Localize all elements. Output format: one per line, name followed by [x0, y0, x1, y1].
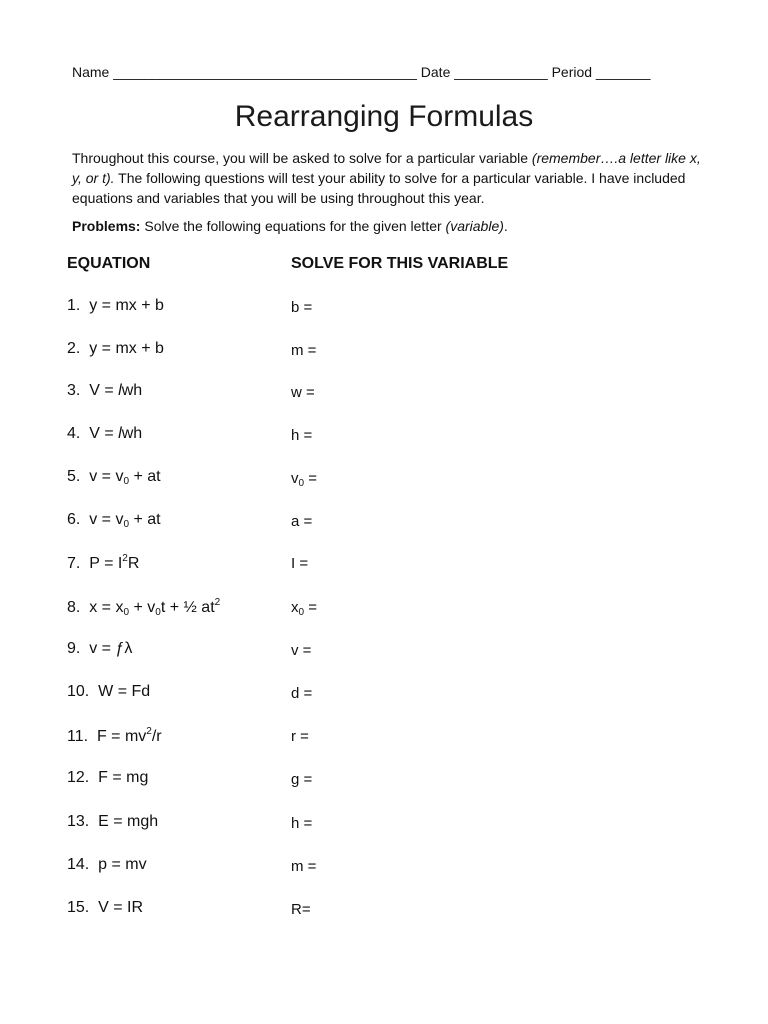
equation: 6. $v = v_0$ + at [67, 511, 161, 530]
problem-row [0, 683, 768, 723]
solve-for-variable: I = [291, 555, 309, 572]
equation: 8. $x = x_0 + v_0t$ + ½ $at^2$ [67, 597, 221, 618]
equation: 4. V = lwh [67, 425, 143, 442]
student-info-line: Name _______________________________________ Date ____________ Period _______ [72, 64, 651, 80]
intro-italic: (remember….a letter like x, y, or t). [72, 150, 701, 186]
equation: 10. W = Fd [67, 683, 151, 700]
equation: 13. E = mgh [67, 813, 159, 830]
page-title: Rearranging Formulas [234, 100, 534, 133]
equation: 3. V = lwh [67, 382, 143, 399]
instructions-text: Solve the following equations for the given letter [140, 218, 446, 234]
problem-row [0, 813, 768, 853]
equation: 5. $v = v_0$ + at [67, 468, 161, 487]
problem-row [0, 899, 768, 939]
intro-text-1: Throughout this course, you will be asked to solve for a particular variable [72, 150, 532, 166]
problem-row [0, 382, 768, 422]
solve-for-variable: b = [291, 299, 313, 316]
solve-for-variable: r = [291, 728, 309, 745]
equation: 14. p = mv [67, 856, 147, 873]
problem-row [0, 769, 768, 809]
solve-for-variable: h = [291, 815, 313, 832]
problem-row [0, 640, 768, 680]
equation: 7. $P = I^2R$ [67, 553, 140, 572]
problem-row [0, 726, 768, 766]
instructions-italic: (variable) [445, 218, 504, 234]
solve-for-variable: w = [291, 384, 315, 401]
solve-for-variable: d = [291, 685, 313, 702]
equation: 15. V = IR [67, 899, 144, 916]
problem-row [0, 340, 768, 380]
equation: 9. v = ƒλ [67, 640, 133, 657]
solve-for-variable: m = [291, 858, 317, 875]
problem-row [0, 511, 768, 551]
problem-row [0, 425, 768, 465]
solve-for-variable: h = [291, 427, 313, 444]
solve-for-variable: a = [291, 513, 313, 530]
equation: 2. y = mx + b [67, 340, 164, 357]
solve-for-variable: g = [291, 771, 313, 788]
instructions-label: Problems: [72, 218, 141, 234]
equation: 1. y = mx + b [67, 297, 164, 314]
problem-row [0, 856, 768, 896]
equation: 11. $F = mv^2/r$ [67, 726, 162, 745]
solve-for-variable: R= [291, 901, 311, 918]
equation-column-header: EQUATION [67, 255, 151, 272]
problem-row [0, 553, 768, 593]
solve-for-variable: v = [291, 642, 312, 659]
intro-paragraph [72, 148, 702, 208]
problem-row [0, 597, 768, 637]
solve-for-variable: $v_0$ = [291, 470, 317, 489]
problem-row [0, 468, 768, 508]
solve-for-variable: $x_0$ = [291, 599, 317, 618]
equation: 12. F = mg [67, 769, 149, 786]
variable-column-header: SOLVE FOR THIS VARIABLE [291, 255, 509, 272]
problem-row [0, 297, 768, 337]
intro-text-2: The following questions will test your ability to solve for a particular variable. I have included equations and variables that you will be using throughout this year. [72, 170, 686, 206]
instructions-end: . [503, 218, 508, 234]
instructions [72, 218, 508, 234]
solve-for-variable: m = [291, 342, 317, 359]
